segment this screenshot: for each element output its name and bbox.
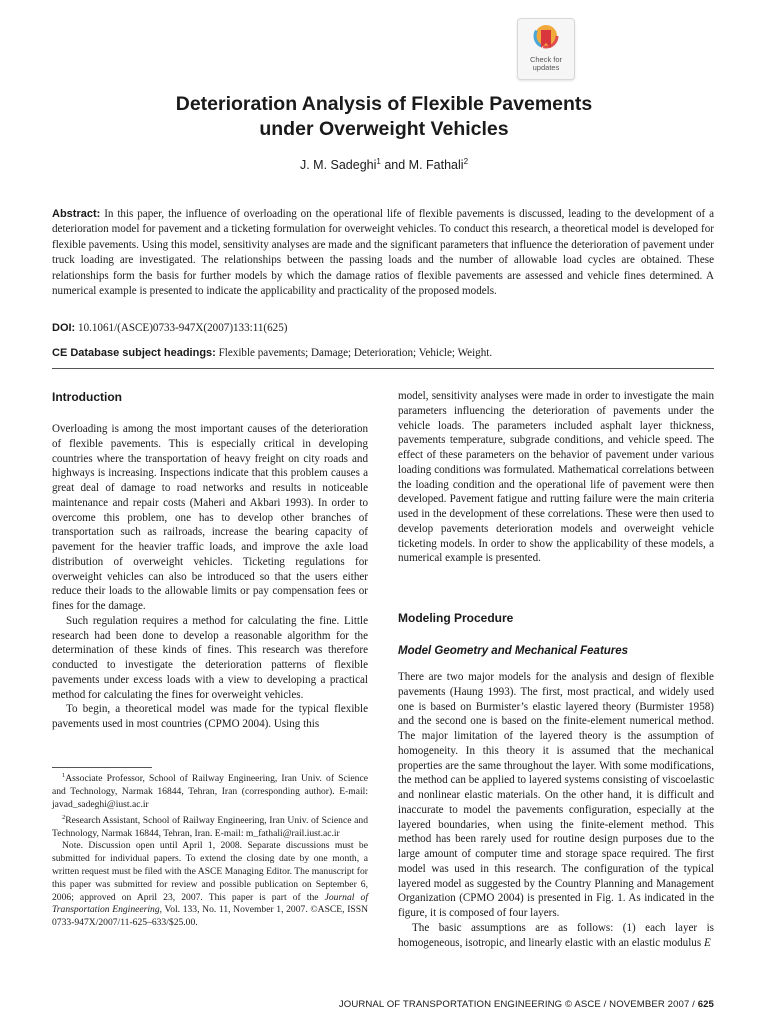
subject-headings-value: Flexible pavements; Damage; Deterioration; Vehicle; Weight. bbox=[218, 347, 493, 359]
badge-line1: Check for bbox=[529, 55, 563, 64]
right-column-body-top bbox=[398, 389, 714, 566]
footnote bbox=[52, 770, 368, 812]
left-column-body bbox=[52, 422, 368, 732]
footer-text: JOURNAL OF TRANSPORTATION ENGINEERING © ASCE / NOVEMBER 2007 / bbox=[338, 999, 698, 1010]
paragraph: Such regulation requires a method for calculating the fine. Little research had been done to develop a reasonable algorithm for the determination of these kinds of fines. This research was therefore conducted to investigate the deterioration patterns of flexible pavements under excess loads with a view to developing a practical method for calculating the fines for overweight vehicles. bbox=[52, 614, 368, 701]
title-line2: under Overweight Vehicles bbox=[259, 118, 509, 140]
page-number: 625 bbox=[697, 999, 714, 1010]
note-text: Note. Discussion open until April 1, 2008. Separate discussions must be submitted for individual papers. To extend the closing date by one month, a written request must be filed with the ASCE Managing Editor. The manuscript for this paper was submitted for review and possible publication on September 6, 2006; approved on April 23, 2007. This paper is part of the bbox=[52, 840, 368, 903]
paragraph: To begin, a theoretical model was made for the typical flexible pavements used in most countries (CPMO 2004). Using this bbox=[52, 703, 368, 730]
right-column-body bbox=[398, 670, 714, 950]
footnotes bbox=[52, 770, 368, 930]
journal-name: Journal of Transportation Engineering bbox=[52, 891, 368, 916]
paper-title bbox=[0, 92, 768, 142]
abstract-label: Abstract: bbox=[52, 208, 101, 220]
badge-line2: updates bbox=[532, 63, 560, 72]
paragraph: Overloading is among the most important causes of the deterioration of flexible pavements. This is especially critical in developing countries where the transportation of heavy freight on city roads and highways is increasing. Inspections indicate that this problem causes a great deal of damage to road networks and results in noticeable maintenance and repair costs (Maheri and Akbari 1993). In order to overcome this problem, one has to develop other branches of transportation such as railroads, increase the bearing capacity of pavement for the heavier traffic loads, and improve the axle load distribution of overweight vehicles. Ticketing regulations for overweight vehicles can also be introduced so that the users either reduce their loads to the allowable limits or pay compensation fees or fines for the damage. bbox=[52, 423, 368, 612]
author-conjunction: and bbox=[380, 158, 409, 173]
subject-headings-label: CE Database subject headings: bbox=[52, 347, 216, 359]
check-for-updates-badge[interactable] bbox=[517, 18, 575, 80]
footnote-marker: 1 bbox=[62, 772, 66, 779]
doi-line bbox=[52, 322, 714, 334]
paragraph: There are two major models for the analysis and design of flexible pavements (Haung 1993). The first, most practical, and widely used one is based on Burmister’s elastic layered theory (Burmister 1958) and the second one is based on the finite-element numerical method. The major limitation of the layered theory is the assumption of homogeneity. In this theory it is assumed that the mechanical properties are the same throughout the layer. With some modifications, the method can be applied to layered systems consisting of viscoelastic and nonlinear elastic materials. On the other hand, it is difficult and inaccurate to model the pavements configuration, especially at the layered boundaries, when using the finite-element method. This method has been rarely used for routine design purposes due to the large amount of computer time and storage space required. The first model was used in this research. The configuration of the typical layered model as suggested by the Country Planning and Management Organization (CPMO 2004) is presented in Fig. 1. As indicated in the figure, it is composed of four layers. bbox=[398, 671, 714, 919]
doi-label: DOI: bbox=[52, 322, 76, 334]
footnote-note bbox=[52, 840, 368, 930]
footnote-marker: 2 bbox=[62, 813, 66, 821]
section-heading-introduction: Introduction bbox=[52, 390, 122, 404]
footnote bbox=[52, 812, 368, 841]
doi-value[interactable]: 10.1061/(ASCE)0733-947X(2007)133:11(625) bbox=[78, 322, 288, 334]
author-name: J. M. Sadeghi bbox=[299, 158, 377, 173]
abstract-text: In this paper, the influence of overloading on the operational life of flexible pavements is discussed, leading to the development of a deterioration model for pavement and a ticketing formulation for overweight vehicles. To conduct this research, a theoretical model is developed for flexible pavements. Using this model, sensitivity analyses are made and the significant parameters that influence the deterioration of pavement under truck loading are investigated. The relationships between the passing loads and the number of allowable load cycles are obtained. These relationships form the basis for further models by which the damage ratios of flexible pavements are assessed and vehicle fines determined. A numerical example is presented to indicate the applicability and practicality of the proposed models. bbox=[52, 208, 714, 298]
title-line1: Deterioration Analysis of Flexible Pavements bbox=[175, 93, 593, 115]
bookmark-ribbon-icon bbox=[533, 24, 559, 54]
affiliation-marker: 1 bbox=[376, 157, 381, 166]
section-divider bbox=[52, 368, 714, 369]
paragraph-text: The basic assumptions are as follows: (1) each layer is homogeneous, isotropic, and linearly elastic with an elastic modulus bbox=[398, 921, 714, 949]
affiliation-marker: 2 bbox=[463, 157, 469, 166]
section-heading-modeling: Modeling Procedure bbox=[398, 611, 514, 625]
subsection-heading-geometry: Model Geometry and Mechanical Features bbox=[398, 645, 629, 657]
author-list bbox=[0, 157, 768, 172]
author-name: M. Fathali bbox=[408, 158, 464, 173]
running-footer bbox=[300, 999, 714, 1010]
note-text: , Vol. 133, No. 11, November 1, 2007. ©ASCE, ISSN 0733-947X/2007/11-625–633/$25.00. bbox=[52, 904, 368, 929]
footnote-text: Associate Professor, School of Railway Engineering, Iran Univ. of Science and Technology, Narmak 16844, Tehran, Iran (corresponding author). E-mail: javad_sadeghi@iust.ac.ir bbox=[52, 773, 368, 810]
footnote-text: Research Assistant, School of Railway Engineering, Iran Univ. of Science and Technology, Narmak 16844, Tehran, Iran. E-mail: m_fathali@rail.iust.ac.ir bbox=[52, 814, 368, 839]
paragraph bbox=[398, 921, 714, 951]
symbol-e: E bbox=[703, 936, 711, 949]
subject-headings bbox=[52, 347, 714, 359]
abstract bbox=[52, 207, 714, 299]
footnote-divider bbox=[52, 767, 152, 768]
paragraph: model, sensitivity analyses were made in order to investigate the main parameters influencing the deterioration of pavements under the vehicle loads. The parameters included asphalt layer thickness, pavements temperature, subgrade conditions, and vehicle speed. The effect of these parameters on the behavior of pavement under various loading conditions was formulated. Mathematical correlations between the loading condition and the operational life of pavement were then developed. Pavement fatigue and rutting failure were the main criteria used in the development of these correlations. These were then used to develop pavements deterioration models and overweight vehicle ticketing models. In order to show the applicability of these models, a numerical example is presented. bbox=[398, 390, 714, 565]
